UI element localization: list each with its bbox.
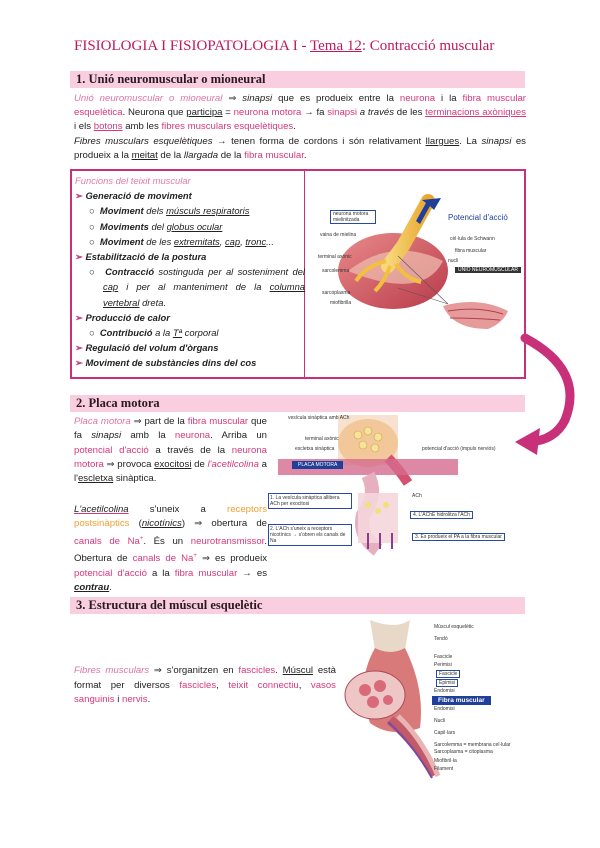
neuromuscular-junction-figure <box>308 176 523 376</box>
figure-step-label: 3. Es produeix el PA a la fibra muscular <box>412 533 505 541</box>
section-3-heading: 3. Estructura del múscul esquelètic <box>70 597 525 614</box>
figure-label: miofibrilla <box>330 300 352 306</box>
page-title <box>74 38 494 55</box>
figure-label: sarcolemma <box>322 268 350 274</box>
figure-label: ACh <box>412 493 422 499</box>
figure-label: cèl·lula de Schwann <box>450 236 495 242</box>
function-item: ➢ Regulació del volum d'òrgans <box>75 342 219 354</box>
figure-step-label: 2. L'ACh s'uneix a receptors nicotínics → s'obren els canals de Na <box>268 524 352 546</box>
course-title: FISIOLOGIA I FISIOPATOLOGIA I - <box>74 38 310 54</box>
figure-step-label: 4. L'AChE hidrolitza l'ACh <box>410 511 473 519</box>
figure-label: terminal axònic <box>305 436 339 442</box>
section-1-heading: 1. Unió neuromuscular o mioneural <box>70 71 525 88</box>
figure-label: nucli <box>448 258 459 264</box>
figure-label: Sarcolemma = membrana cel·lular <box>434 742 511 748</box>
function-subitem: ○ Contracció sostinguda per al sosteniment del cap i per al manteniment de la columna vertebral dreta. <box>89 266 305 308</box>
section-1-paragraph-2: Fibres musculars esquelètiques → tenen forma de cordons i són relativament llargues. La sinapsi es produeix a la meitat de la llargada de la fibra muscular. <box>74 136 526 161</box>
figure-label: Perimisi <box>434 662 452 668</box>
figure-label: Tendó <box>434 636 448 642</box>
figure-label: Sarcoplasma = citoplasma <box>434 749 493 755</box>
figure-label: Endomisi <box>434 688 455 694</box>
potencial-label: Potencial d'acció <box>448 213 508 222</box>
fibra-label: Fibra muscular <box>432 696 491 705</box>
function-subitem: ○ Moviments del globus ocular <box>89 220 223 232</box>
figure-label: Capil·lars <box>434 730 456 736</box>
function-subitem: ○ Moviment dels músculs respiratoris <box>89 205 250 217</box>
section-1-paragraph-1: Unió neuromuscular o mioneural ⇒ sinapsi que es produeix entre la neurona i la fibra muscular esquelètica. Neurona que participa = neurona motora → fa sinapsi a través de les terminacions axòniques i els botons amb les fibres musculars esquelètiques. <box>74 93 527 132</box>
section-3-paragraph-1: Fibres musculars ⇒ s'organitzen en fascicles. Múscul està format per diversos fascicles, teixit connectiu, vasos sanguinis i nervis. <box>74 665 336 705</box>
functions-heading: Funcions del teixit muscular <box>75 175 191 186</box>
function-subitem: ○ Moviment de les extremitats, cap, tronc... <box>89 235 274 247</box>
unio-label: UNIÓ NEUROMUSCULAR <box>455 267 521 273</box>
function-item: ➢ Moviment de substàncies dins del cos <box>75 357 257 369</box>
figure-label: Epimisi <box>436 679 458 687</box>
placa-label: PLACA MOTORA <box>292 461 343 469</box>
skeletal-muscle-figure <box>340 620 440 782</box>
figure-label: vaina de mielina <box>320 232 357 238</box>
figure-label: Miofibril·la <box>434 758 457 764</box>
tendon-shape <box>370 620 410 653</box>
neuron-label: neurona motora mielinitzada <box>330 210 376 224</box>
function-item: ➢ Estabilització de la postura <box>75 251 207 263</box>
figure-label: potencial d'acció (impuls nerviós) <box>422 446 496 452</box>
figure-label: Múscul esquelètic <box>434 624 474 630</box>
figure-label: Endomisi <box>434 706 455 712</box>
topic-title: : Contracció muscular <box>361 38 495 54</box>
figure-label: sarcoplasma <box>322 290 351 296</box>
figure-label: escletxa sinàptica <box>295 446 335 452</box>
figure-label: Filament <box>434 766 454 772</box>
function-subitem: ○ Contribució a la Tª corporal <box>89 327 219 339</box>
figure-label: Nucli <box>434 718 446 724</box>
figure-label: Fascicle <box>436 670 460 678</box>
function-item: ➢ Producció de calor <box>75 311 170 323</box>
figure-label: vesícula sinàptica amb ACh <box>288 415 350 421</box>
figure-label: terminal axònic <box>318 254 352 260</box>
function-item: ➢ Generació de moviment <box>75 190 192 202</box>
tema-number: Tema 12 <box>310 38 362 54</box>
figure-step-label: 1. La vesícula sinàptica allibera ACh per exocitosi <box>268 493 352 509</box>
section-2-paragraph-2: L'acetilcolina s'uneix a receptors postsinàptics (nicotínics) ⇒ obertura de canals de Na+. És un neurotransmissor. Obertura de canals de Na+ ⇒ es produeix potencial d'acció a la fibra muscular → es contrau. <box>74 504 268 593</box>
functions-list <box>75 173 305 371</box>
figure-label: Fascicle <box>434 654 453 660</box>
figure-label: fibra muscular <box>455 248 487 254</box>
section-2-paragraph-1: Placa motora ⇒ part de la fibra muscular que fa sinapsi amb la neurona. Arriba un potencial d'acció a través de la neurona motora ⇒ provoca exocitosi de l'acetilcolina a l'escletxa sinàptica. <box>74 416 267 485</box>
section-2-heading: 2. Placa motora <box>70 395 525 412</box>
